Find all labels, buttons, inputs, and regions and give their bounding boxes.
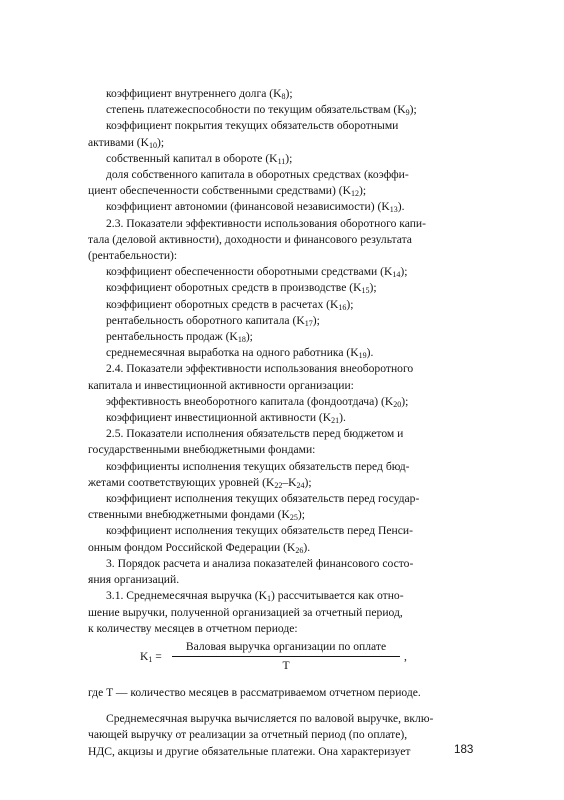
- text-line: государственными внебюджетными фондами:: [88, 443, 316, 457]
- body-text: [88, 86, 476, 760]
- text-line: онным фондом Российской Федерации $(K_{26})$.: [88, 540, 311, 555]
- formula-explanation: где T — количество месяцев в рассматриваемом отчетном периоде.: [88, 685, 421, 699]
- formula-numerator: Валовая выручка организации по оплате: [172, 639, 400, 657]
- text-line: циент обеспеченности собственными средствами) $(K_{12})$;: [88, 184, 367, 199]
- text-line: к количеству месяцев в отчетном периоде:: [88, 621, 298, 635]
- text-line: рентабельность продаж $(K_{18})$;: [106, 330, 253, 345]
- formula-fraction: [172, 639, 400, 674]
- text-line: коэффициент инвестиционной активности $(K_{21})$.: [106, 411, 346, 426]
- formula-comma: ,: [404, 649, 407, 663]
- text-line: 2.5. Показатели исполнения обязательств перед бюджетом и: [106, 427, 404, 441]
- text-line: коэффициент обеспеченности оборотными средствами $(K_{14})$;: [106, 265, 408, 280]
- text-line: 2.3. Показатели эффективности использования оборотного капи-: [106, 216, 426, 230]
- text-line: коэффициент внутреннего долга $(K_8)$;: [106, 87, 293, 101]
- final-line-1: Среднемесячная выручка вычисляется по валовой выручке, вклю-: [106, 712, 434, 726]
- text-line: коэффициент исполнения текущих обязательств перед государ-: [106, 492, 420, 506]
- final-line-2: чающей выручку от реализации за отчетный период (по оплате),: [88, 728, 408, 742]
- text-line: шение выручки, полученной организацией за отчетный период,: [88, 605, 403, 619]
- text-line: доля собственного капитала в оборотных средствах (коэффи-: [106, 168, 409, 182]
- text-line: коэффициенты исполнения текущих обязательств перед бюд-: [106, 459, 410, 473]
- text-line: коэффициент оборотных средств в производстве $(K_{15})$;: [106, 281, 377, 296]
- text-line: 3.1. Среднемесячная выручка $(K_1)$ рассчитывается как отно-: [106, 589, 404, 604]
- formula-lhs: $K_1$ =: [140, 649, 162, 664]
- text-line: жетами соответствующих уровней $(K_{22}-K_{24})$;: [88, 475, 312, 490]
- text-line: коэффициент покрытия текущих обязательств оборотными: [106, 119, 399, 133]
- text-line: среднемесячная выработка на одного работника $(K_{19})$.: [106, 346, 374, 361]
- text-line: коэффициент оборотных средств в расчетах $(K_{16})$;: [106, 297, 354, 312]
- paragraph-block: [88, 86, 476, 637]
- text-line: степень платежеспособности по текущим обязательствам $(K_9)$;: [106, 103, 417, 118]
- text-line: эффективность внеоборотного капитала (фондоотдача) $(K_{20})$;: [106, 394, 409, 409]
- formula-denominator: T: [282, 659, 290, 673]
- final-line-3: НДС, акцизы и другие обязательные платежи. Она характеризует: [88, 744, 411, 758]
- text-line: коэффициент исполнения текущих обязательств перед Пенси-: [106, 524, 413, 538]
- page-number: 183: [454, 743, 474, 756]
- text-line: собственный капитал в обороте $(K_{11})$;: [106, 151, 293, 166]
- text-line: капитала и инвестиционной активности организации:: [88, 378, 354, 392]
- text-line: активами $(K_{10})$;: [88, 135, 165, 150]
- text-line: ственными внебюджетными фондами $(K_{25})$;: [88, 508, 305, 523]
- text-line: рентабельность оборотного капитала $(K_{17})$;: [106, 313, 320, 328]
- text-line: 2.4. Показатели эффективности использования внеоборотного: [106, 362, 414, 376]
- formula: [88, 639, 476, 675]
- text-line: (рентабельности):: [88, 249, 178, 263]
- text-line: коэффициент автономии (финансовой независимости) $(K_{13})$.: [106, 200, 405, 215]
- text-line: яния организаций.: [88, 573, 180, 587]
- text-line: 3. Порядок расчета и анализа показателей финансового состо-: [106, 556, 414, 570]
- text-line: тала (деловой активности), доходности и финансового результата: [88, 232, 412, 246]
